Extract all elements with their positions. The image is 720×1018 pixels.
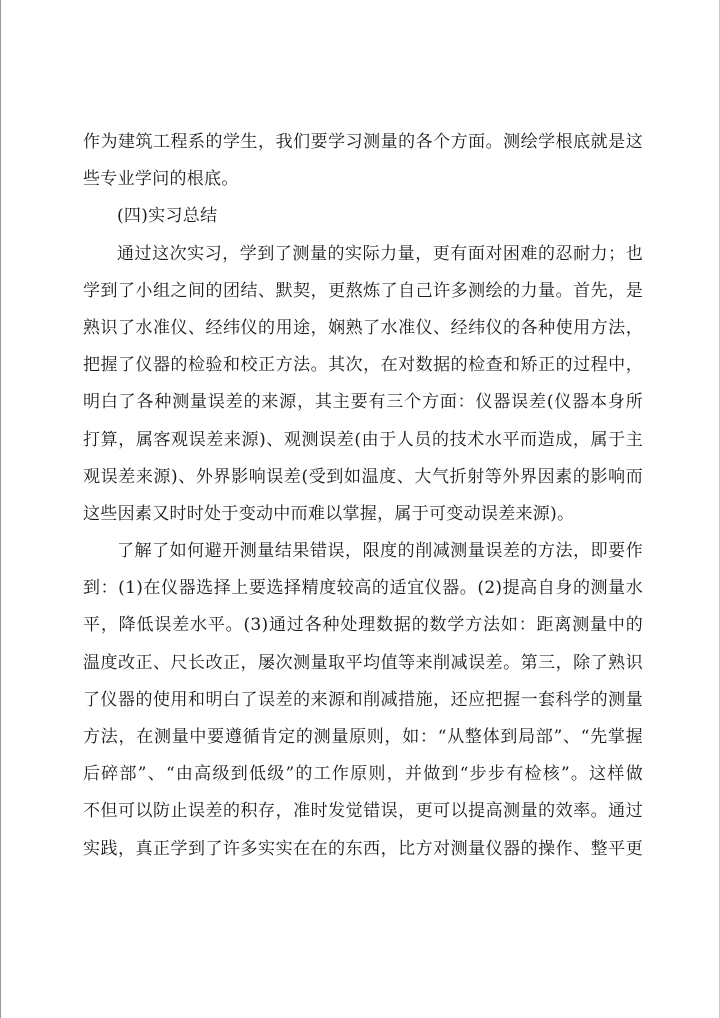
- text-line: 实践，真正学到了许多实实在在的东西，比方对测量仪器的操作、整平更: [83, 838, 643, 859]
- text-line: 打算，属客观误差来源)、观测误差(由于人员的技术水平而造成，属于主: [83, 429, 643, 450]
- text-line: 这些因素又时时处于变动中而难以掌握，属于可变动误差来源)。: [83, 503, 575, 524]
- text-line: 明白了各种测量误差的来源，其主要有三个方面：仪器误差(仪器本身所: [83, 392, 643, 413]
- text-line: 熟识了水准仪、经纬仪的用途，娴熟了水准仪、经纬仪的各种使用方法，: [83, 317, 643, 338]
- text-line: 把握了仪器的检验和校正方法。其次，在对数据的检查和矫正的过程中，: [83, 355, 643, 376]
- text-line: 观误差来源)、外界影响误差(受到如温度、大气折射等外界因素的影响而: [83, 466, 643, 487]
- text-line: 了解了如何避开测量结果错误，限度的削减测量误差的方法，即要作: [117, 541, 643, 562]
- text-line: 了仪器的使用和明白了误差的来源和削减措施，还应把握一套科学的测量: [83, 689, 643, 710]
- section-heading: (四)实习总结: [117, 206, 218, 227]
- text-line: 平，降低误差水平。(3)通过各种处理数据的数学方法如：距离测量中的: [83, 615, 643, 636]
- text-line: 通过这次实习，学到了测量的实际力量，更有面对困难的忍耐力；也: [117, 243, 643, 264]
- text-line: 到：(1)在仪器选择上要选择精度较高的适宜仪器。(2)提高自身的测量水: [83, 578, 643, 599]
- document-body: [83, 124, 643, 868]
- text-line: 些专业学问的根底。: [83, 169, 239, 190]
- text-line: 不但可以防止误差的积存，准时发觉错误，更可以提高测量的效率。通过: [83, 801, 643, 822]
- text-line: 作为建筑工程系的学生，我们要学习测量的各个方面。测绘学根底就是这: [83, 132, 643, 152]
- text-line: 方法，在测量中要遵循肯定的测量原则，如：“从整体到局部”、“先掌握: [83, 727, 643, 747]
- text-line: 学到了小组之间的团结、默契，更熬炼了自己许多测绘的力量。首先，是: [83, 280, 643, 301]
- text-line: 后碎部”、“由高级到低级”的工作原则，并做到“步步有检核”。这样做: [83, 764, 643, 785]
- text-line: 温度改正、尺长改正，屡次测量取平均值等来削减误差。第三，除了熟识: [83, 652, 643, 673]
